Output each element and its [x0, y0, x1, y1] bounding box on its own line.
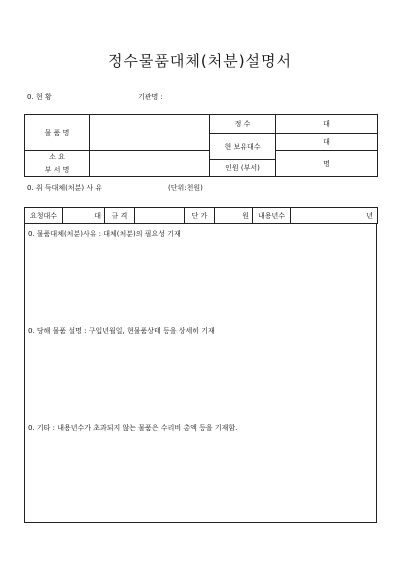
- info-table: [24, 114, 378, 177]
- reason-unit-label: (단위:천원): [168, 184, 203, 192]
- staff-label: 인원 (부서): [210, 160, 276, 177]
- description-box[interactable]: [24, 223, 377, 523]
- reason-note: 0. 물품대체(처분)사유 : 대체(처분)의 필요성 기재: [28, 230, 181, 238]
- current-count-label: 현 보유대수: [210, 134, 276, 160]
- staff-unit: 명: [276, 151, 378, 177]
- affiliation-label-line1: 소 요: [49, 153, 65, 161]
- price-label: 단 가: [185, 208, 215, 224]
- description-note: 0. 당해 물품 설명 : 구입년월일, 현물품상태 등을 상세히 기재: [28, 327, 215, 335]
- lifespan-label: 내용년수: [253, 208, 291, 224]
- request-count-label: 요청대수: [25, 208, 63, 224]
- affiliation-value[interactable]: [90, 151, 210, 177]
- item-name-value[interactable]: [90, 115, 210, 151]
- reason-table: [24, 207, 378, 224]
- affiliation-label-line2: 부 서 명: [44, 166, 70, 174]
- reason-section-label: 0. 취 득대체(처분) 사 유: [27, 184, 103, 192]
- spec-label: 규 격: [105, 208, 135, 224]
- spec-value[interactable]: [135, 208, 185, 224]
- quota-unit: 대: [276, 115, 378, 134]
- item-name-label: 물 품 명: [25, 115, 90, 151]
- org-name-label: 기관명 :: [138, 93, 163, 101]
- other-note: 0. 기타 : 내용년수가 초과되지 않는 물품은 수리비 총액 등을 기재함.: [28, 424, 238, 432]
- document-title: 정수물품대체(처분)설명서: [107, 52, 293, 70]
- quota-label: 정 수: [210, 115, 276, 134]
- status-label: 0. 현 황: [27, 93, 52, 101]
- current-count-unit: 대: [276, 134, 378, 151]
- price-unit: 원: [215, 208, 253, 224]
- lifespan-unit: 년: [291, 208, 378, 224]
- affiliation-label: [25, 151, 90, 177]
- request-count-unit: 대: [63, 208, 105, 224]
